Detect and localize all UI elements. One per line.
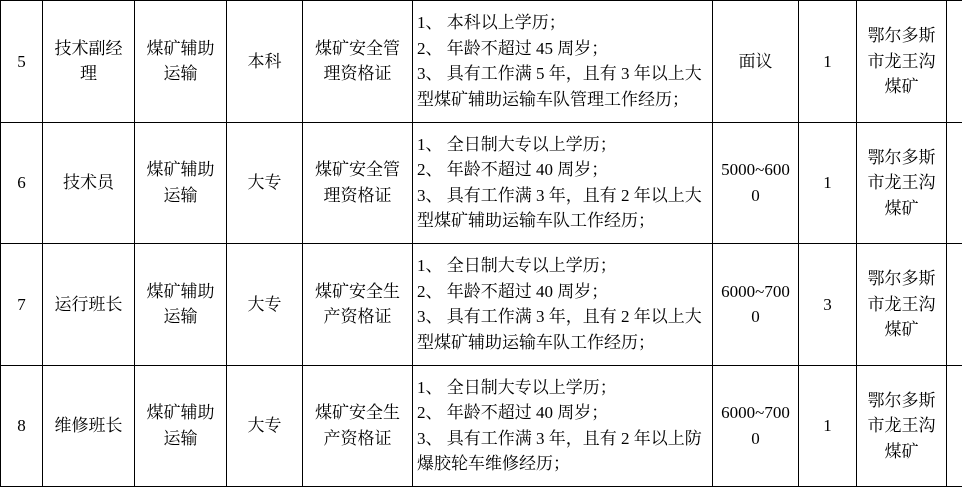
table-row xyxy=(1,365,962,487)
cell-headcount: 1 xyxy=(799,365,857,487)
cell-extra xyxy=(947,365,962,487)
cell-headcount: 3 xyxy=(799,244,857,366)
cell-headcount: 1 xyxy=(799,122,857,244)
cell-requirements xyxy=(413,122,713,244)
cell-post: 维修班长 xyxy=(43,365,135,487)
requirement-line: 2、 年龄不超过 40 周岁； xyxy=(417,403,609,423)
cell-post: 技术副经理 xyxy=(43,1,135,123)
requirement-line: 2、 年龄不超过 45 周岁； xyxy=(417,38,609,58)
cell-salary: 6000~7000 xyxy=(713,244,799,366)
table-row xyxy=(1,244,962,366)
cell-row-number: 6 xyxy=(1,122,43,244)
table-row xyxy=(1,122,962,244)
cell-education: 大专 xyxy=(227,244,303,366)
cell-requirements xyxy=(413,244,713,366)
cell-work-location: 鄂尔多斯市龙王沟煤矿 xyxy=(857,365,947,487)
requirement-line: 2、 年龄不超过 40 周岁； xyxy=(417,160,609,180)
cell-salary: 6000~7000 xyxy=(713,365,799,487)
requirement-line: 3、 具有工作满 5 年，且有 3 年以上大型煤矿辅助运输车队管理工作经历； xyxy=(417,64,702,109)
cell-row-number: 8 xyxy=(1,365,43,487)
cell-department: 煤矿辅助运输 xyxy=(135,122,227,244)
cell-department: 煤矿辅助运输 xyxy=(135,244,227,366)
cell-row-number: 5 xyxy=(1,1,43,123)
cell-certificate: 煤矿安全生产资格证 xyxy=(303,244,413,366)
cell-salary: 5000~6000 xyxy=(713,122,799,244)
cell-certificate: 煤矿安全生产资格证 xyxy=(303,365,413,487)
cell-certificate: 煤矿安全管理资格证 xyxy=(303,1,413,123)
cell-headcount: 1 xyxy=(799,1,857,123)
cell-work-location: 鄂尔多斯市龙王沟煤矿 xyxy=(857,122,947,244)
requirement-line: 1、 全日制大专以上学历； xyxy=(417,256,617,276)
requirement-line: 1、 本科以上学历； xyxy=(417,13,566,33)
cell-requirements xyxy=(413,365,713,487)
requirement-line: 3、 具有工作满 3 年，且有 2 年以上大型煤矿辅助运输车队工作经历； xyxy=(417,185,702,231)
cell-row-number: 7 xyxy=(1,244,43,366)
requirement-line: 1、 全日制大专以上学历； xyxy=(417,377,617,397)
requirement-line: 1、 全日制大专以上学历； xyxy=(417,134,617,154)
cell-department: 煤矿辅助运输 xyxy=(135,365,227,487)
cell-work-location: 鄂尔多斯市龙王沟煤矿 xyxy=(857,1,947,123)
cell-salary: 面议 xyxy=(713,1,799,123)
cell-education: 大专 xyxy=(227,365,303,487)
cell-work-location: 鄂尔多斯市龙王沟煤矿 xyxy=(857,244,947,366)
cell-education: 大专 xyxy=(227,122,303,244)
requirement-line: 3、 具有工作满 3 年，且有 2 年以上大型煤矿辅助运输车队工作经历； xyxy=(417,307,702,352)
cell-extra xyxy=(947,122,962,244)
cell-post: 技术员 xyxy=(43,122,135,244)
cell-extra xyxy=(947,244,962,366)
cell-department: 煤矿辅助运输 xyxy=(135,1,227,123)
cell-certificate: 煤矿安全管理资格证 xyxy=(303,122,413,244)
cell-extra xyxy=(947,1,962,123)
cell-post: 运行班长 xyxy=(43,244,135,366)
requirement-line: 2、 年龄不超过 40 周岁； xyxy=(417,281,609,301)
requirement-line: 3、 具有工作满 3 年，且有 2 年以上防爆胶轮车维修经历； xyxy=(417,428,702,474)
cell-education: 本科 xyxy=(227,1,303,123)
cell-requirements xyxy=(413,1,713,123)
table-row xyxy=(1,1,962,123)
